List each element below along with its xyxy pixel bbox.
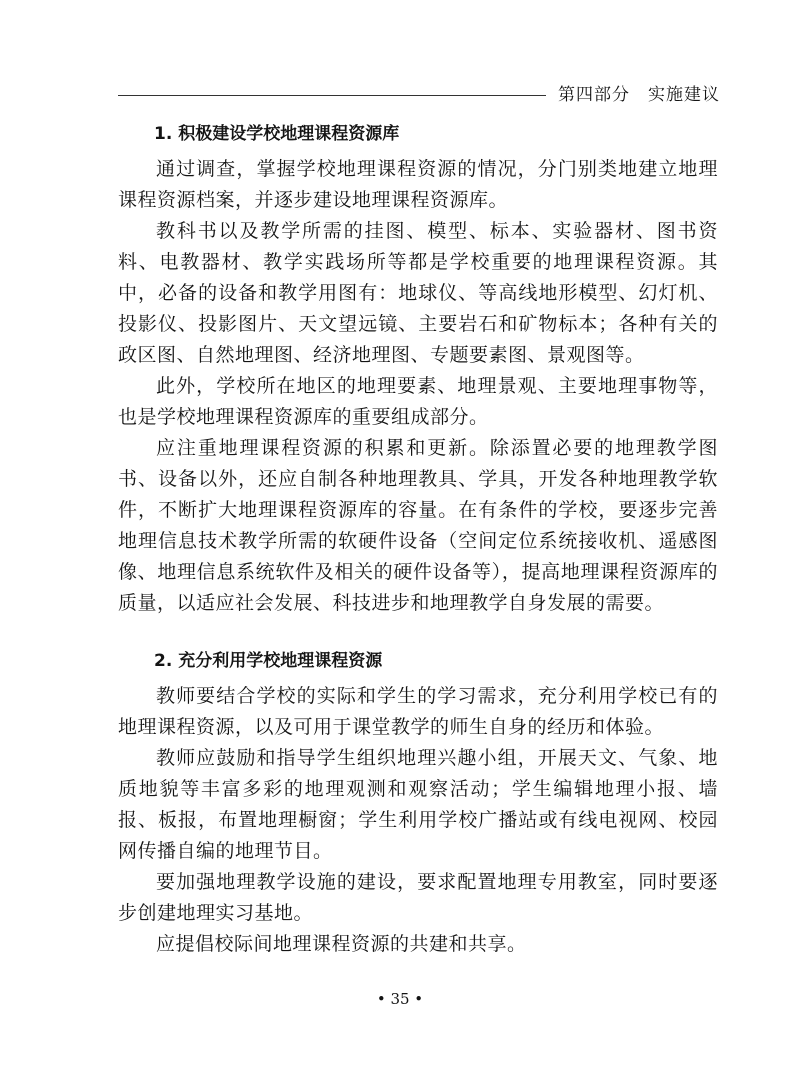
paragraph: 教师要结合学校的实际和学生的学习需求，充分利用学校已有的地理课程资源，以及可用于课堂教学的师生自身的经历和体验。 bbox=[118, 685, 718, 738]
paragraph: 教科书以及教学所需的挂图、模型、标本、实验器材、图书资料、电教器材、教学实践场所等都是学校重要的地理课程资源。其中，必备的设备和教学用图有：地球仪、等高线地形模型、幻灯机、投影仪、投影图片、天文望远镜、主要岩石和矿物标本；各种有关的政区图、自然地理图、经济地理图、专题要素图、景观图等。 bbox=[118, 220, 718, 366]
running-header: 第四部分 实施建议 bbox=[558, 85, 720, 105]
paragraph: 要加强地理教学设施的建设，要求配置地理专用教室，同时要逐步创建地理实习基地。 bbox=[118, 871, 718, 924]
page-body bbox=[118, 118, 718, 960]
paragraph: 应提倡校际间地理课程资源的共建和共享。 bbox=[156, 933, 527, 955]
paragraph: 通过调查，掌握学校地理课程资源的情况，分门别类地建立地理课程资源档案，并逐步建设地理课程资源库。 bbox=[118, 158, 718, 211]
paragraph: 应注重地理课程资源的积累和更新。除添置必要的地理教学图书、设备以外，还应自制各种地理教具、学具，开发各种地理教学软件，不断扩大地理课程资源库的容量。在有条件的学校，要逐步完善地理信息技术教学所需的软硬件设备（空间定位系统接收机、遥感图像、地理信息系统软件及相关的硬件设备等），提高地理课程资源库的质量，以适应社会发展、科技进步和地理教学自身发展的需要。 bbox=[118, 437, 718, 614]
paragraph: 教师应鼓励和指导学生组织地理兴趣小组，开展天文、气象、地质地貌等丰富多彩的地理观测和观察活动；学生编辑地理小报、墙报、板报，布置地理橱窗；学生利用学校广播站或有线电视网、校园网传播自编的地理节目。 bbox=[118, 747, 718, 862]
page-number: • 35 • bbox=[376, 990, 424, 1008]
paragraph: 此外，学校所在地区的地理要素、地理景观、主要地理事物等，也是学校地理课程资源库的重要组成部分。 bbox=[118, 375, 718, 428]
section-2-heading: 2. 充分利用学校地理课程资源 bbox=[154, 651, 383, 671]
section-1-heading: 1. 积极建设学校地理课程资源库 bbox=[154, 124, 400, 144]
header-rule bbox=[118, 95, 546, 96]
